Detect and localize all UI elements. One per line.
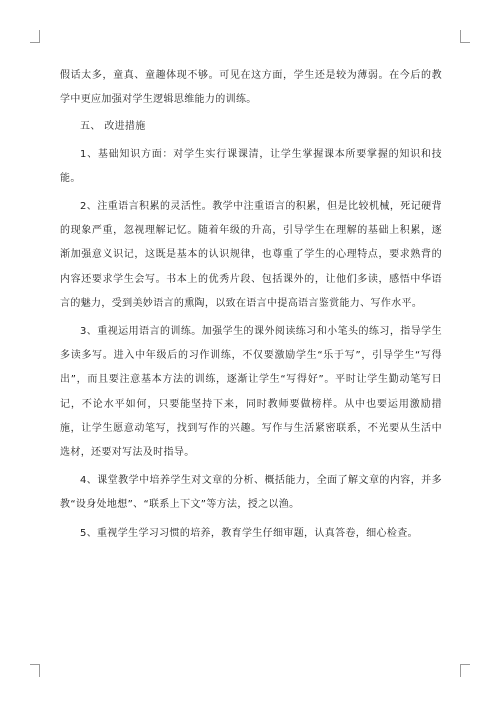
paragraph-continuation: 假话太多，童真、童趣体现不够。可见在这方面，学生还是较为薄弱。在今后的教学中更应加强对学生逻辑思维能力的训练。 <box>60 70 442 106</box>
paragraph-item-4: 4、课堂教学中培养学生对文章的分析、概括能力，全面了解文章的内容，并多教“设身处地想”、“联系上下文”等方法，授之以渔。 <box>60 475 442 511</box>
section-heading: 五、 改进措施 <box>80 121 146 133</box>
paragraph-item-3: 3、重视运用语言的训练。加强学生的课外阅读练习和小笔头的练习，指导学生多读多写。进入中年级后的习作训练，不仅要激励学生“乐于写”，引导学生“写得出”，而且要注意基本方法的训练，逐渐让学生“写得好”。平时让学生勤动笔写日记，不论水平如何，只要能坚持下来，同时教师要做榜样。从中也要运用激励措施，让学生愿意动笔写，找到写作的兴趣。写作与生活紧密联系，不光要从生活中选材，还要对写法及时指导。 <box>60 326 442 459</box>
paragraph-item-2: 2、注重语言积累的灵活性。教学中注重语言的积累，但是比较机械，死记硬背的现象严重，忽视理解记忆。随着年级的升高，引导学生在理解的基础上积累，逐渐加强意义识记，这既是基本的认识规律，也尊重了学生的心理特点，要求熟背的内容还要求学生会写。书本上的优秀片段、包括课外的，让他们多读，感悟中华语言的魅力，受到美妙语言的熏陶，以致在语言中提高语言鉴赏能力、写作水平。 <box>60 201 442 309</box>
paragraph-item-5: 5、重视学生学习习惯的培养，教育学生仔细审题，认真答卷，细心检查。 <box>80 527 418 539</box>
page-corner-mark-top-right <box>460 30 470 43</box>
page-corner-mark-bottom-left <box>30 664 40 677</box>
page-corner-mark-bottom-right <box>460 664 470 677</box>
document-body <box>60 64 442 546</box>
paragraph-item-1: 1、基础知识方面：对学生实行课课清，让学生掌握课本所要掌握的知识和技能。 <box>60 148 442 184</box>
page-corner-mark-top-left <box>30 30 40 43</box>
